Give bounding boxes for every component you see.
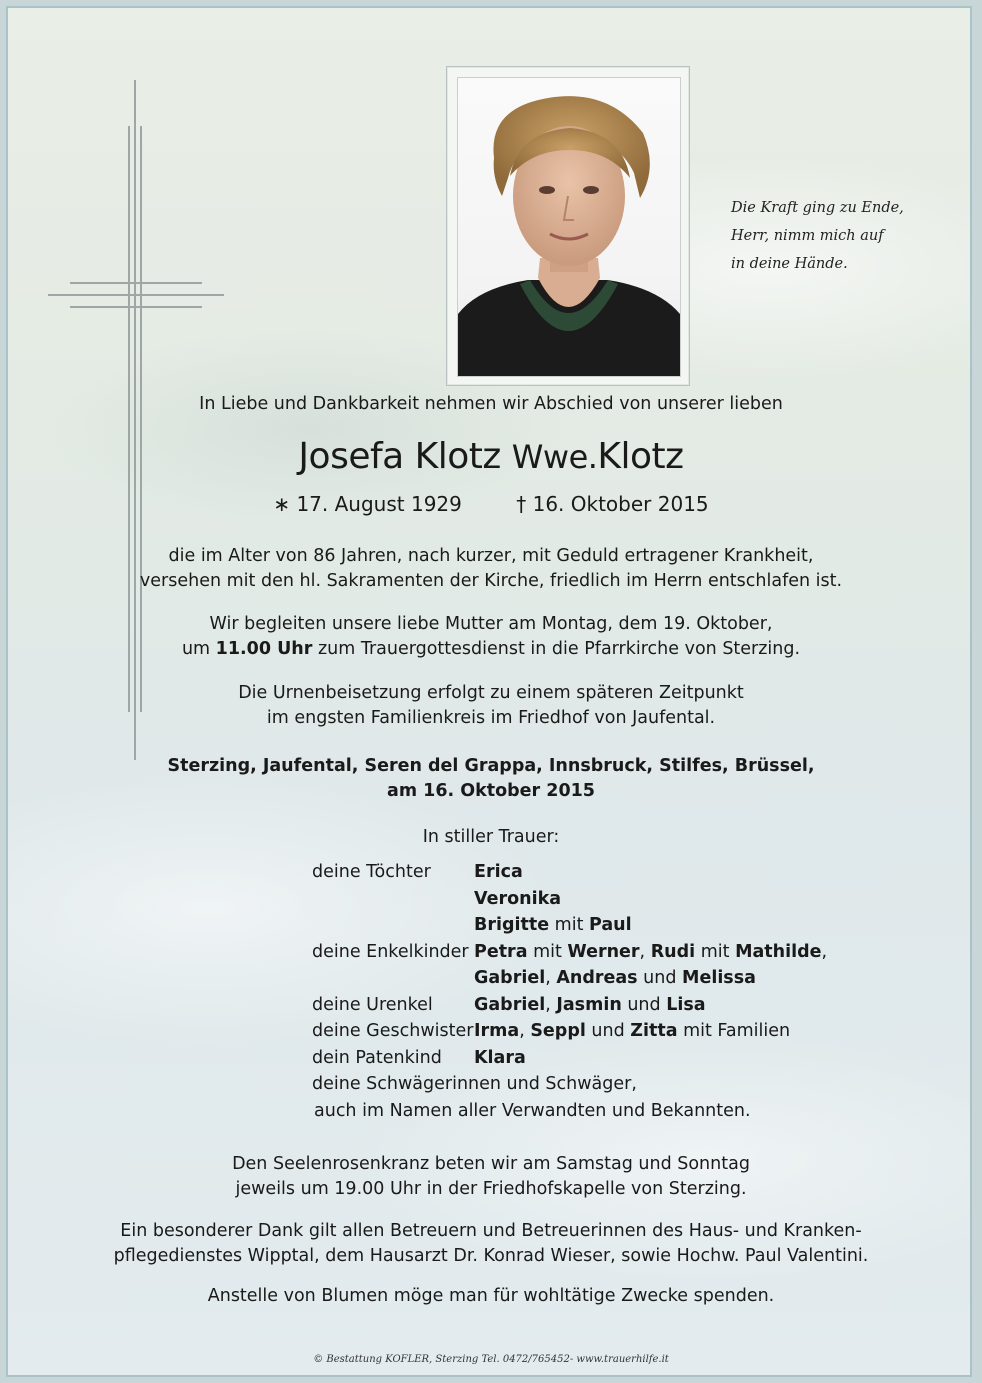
mourner-row <box>312 859 827 886</box>
obituary-card <box>6 6 972 1377</box>
portrait-illustration <box>458 78 680 376</box>
quote <box>731 194 951 278</box>
connector: mit <box>695 941 736 962</box>
mourner-row: deine Enkelkinder Petra mit Werner , Rudi mit Mathilde , <box>312 939 827 966</box>
connector: und <box>637 968 683 988</box>
connector: , <box>639 941 651 962</box>
paragraph-rosary <box>8 1152 972 1202</box>
mourner-name: Gabriel <box>474 968 546 988</box>
mourner-name: Irma <box>474 1021 520 1041</box>
connector: mit Familien <box>677 1021 791 1041</box>
mourner-name: Seppl <box>530 1021 586 1041</box>
portrait-photo <box>457 77 681 377</box>
mourner-name: Werner <box>567 941 640 962</box>
text-line: Die Urnenbeisetzung erfolgt zu einem späteren Zeitpunkt <box>238 683 744 703</box>
relation-label: deine Urenkel <box>312 994 433 1015</box>
quote-line: in deine Hände. <box>731 256 848 272</box>
deceased-name <box>8 436 972 477</box>
text-line: die im Alter von 86 Jahren, nach kurzer, mit Geduld ertragener Krankheit, <box>168 546 814 566</box>
text-line: am 16. Oktober 2015 <box>387 781 595 801</box>
mourner-row <box>312 1071 827 1098</box>
text-line: Ein besonderer Dank gilt allen Betreuern und Betreuerinnen des Haus- und Kranken- <box>120 1221 862 1241</box>
birth-date: ∗ 17. August 1929 <box>273 492 462 516</box>
text-line: im engsten Familienkreis im Friedhof von Jaufental. <box>266 708 716 728</box>
relation-label: deine Enkelkinder <box>312 941 469 962</box>
text-line: Wir begleiten unsere liebe Mutter am Montag, dem 19. Oktober, <box>209 614 773 634</box>
places-date <box>8 754 972 804</box>
paragraph-donation: Anstelle von Blumen möge man für wohltätige Zwecke spenden. <box>207 1286 775 1306</box>
mourner-name: Gabriel <box>474 994 546 1015</box>
mourner-row <box>312 912 827 939</box>
quote-line: Herr, nimm mich auf <box>731 228 884 244</box>
footer-credit: © Bestattung KOFLER, Sterzing Tel. 0472/765452- www.trauerhilfe.it <box>313 1354 669 1365</box>
connector: , <box>519 1021 531 1041</box>
life-dates <box>8 492 972 516</box>
mourner-name: Lisa <box>666 994 706 1015</box>
mourner-name: Jasmin <box>556 994 622 1015</box>
text-line: deine Schwägerinnen und Schwäger, <box>312 1074 637 1094</box>
mourner-row <box>312 886 827 913</box>
mourner-name: Zitta <box>630 1021 678 1041</box>
connector: mit <box>549 915 589 935</box>
paragraph-passing <box>8 544 972 594</box>
text-line: Sterzing, Jaufental, Seren del Grappa, Innsbruck, Stilfes, Brüssel, <box>167 756 815 776</box>
mourner-row <box>312 965 827 992</box>
name-last: Klotz <box>597 436 684 477</box>
mourner-name: Andreas <box>556 968 638 988</box>
connector: und <box>621 994 667 1015</box>
text-line <box>8 637 972 662</box>
text-fragment: um <box>181 639 216 659</box>
mourner-row <box>312 1098 827 1125</box>
death-date: † 16. Oktober 2015 <box>516 492 709 516</box>
name-first: Josefa Klotz <box>298 436 501 477</box>
mourner-name: Mathilde <box>735 941 822 962</box>
name-widow: Wwe. <box>511 438 598 476</box>
paragraph-thanks <box>8 1219 972 1269</box>
text-line: jeweils um 19.00 Uhr in der Friedhofskapelle von Sterzing. <box>235 1179 747 1199</box>
connector: , <box>545 994 557 1015</box>
mourner-name: Klara <box>474 1047 526 1068</box>
paragraph-urn <box>8 681 972 731</box>
text-line: versehen mit den hl. Sakramenten der Kirche, friedlich im Herrn entschlafen ist. <box>139 571 843 591</box>
mourner-row <box>312 1018 827 1045</box>
relation-label: deine Töchter <box>312 862 431 882</box>
mourner-row <box>312 992 827 1019</box>
quote-line: Die Kraft ging zu Ende, <box>731 200 904 216</box>
text-line: auch im Namen aller Verwandten und Bekannten. <box>314 1100 751 1121</box>
mourner-name: Veronika <box>474 888 562 909</box>
intro-text: In Liebe und Dankbarkeit nehmen wir Abschied von unserer lieben <box>199 394 783 414</box>
relation-label: deine Geschwister <box>312 1021 474 1041</box>
connector: mit <box>527 941 568 962</box>
funeral-time: 11.00 Uhr <box>215 639 313 659</box>
mourner-name: Rudi <box>650 941 696 962</box>
portrait-frame <box>446 66 690 386</box>
mourner-row <box>312 1045 827 1072</box>
relation-label: dein Patenkind <box>312 1047 442 1068</box>
text-line: Den Seelenrosenkranz beten wir am Samstag und Sonntag <box>232 1154 750 1174</box>
mourner-name: Brigitte <box>474 915 550 935</box>
mourner-name: Erica <box>474 862 523 882</box>
text-fragment: zum Trauergottesdienst in die Pfarrkirche von Sterzing. <box>312 639 801 659</box>
mourner-name: Petra <box>474 941 528 962</box>
connector: , <box>545 968 557 988</box>
text-line: pflegedienstes Wipptal, dem Hausarzt Dr. Konrad Wieser, sowie Hochw. Paul Valentini. <box>113 1246 869 1266</box>
mourners-list <box>312 859 827 1124</box>
mourner-name: Melissa <box>682 968 756 988</box>
mourning-heading: In stiller Trauer: <box>422 827 560 847</box>
mourner-name: Paul <box>589 915 632 935</box>
paragraph-funeral <box>8 612 972 662</box>
connector: und <box>585 1021 631 1041</box>
